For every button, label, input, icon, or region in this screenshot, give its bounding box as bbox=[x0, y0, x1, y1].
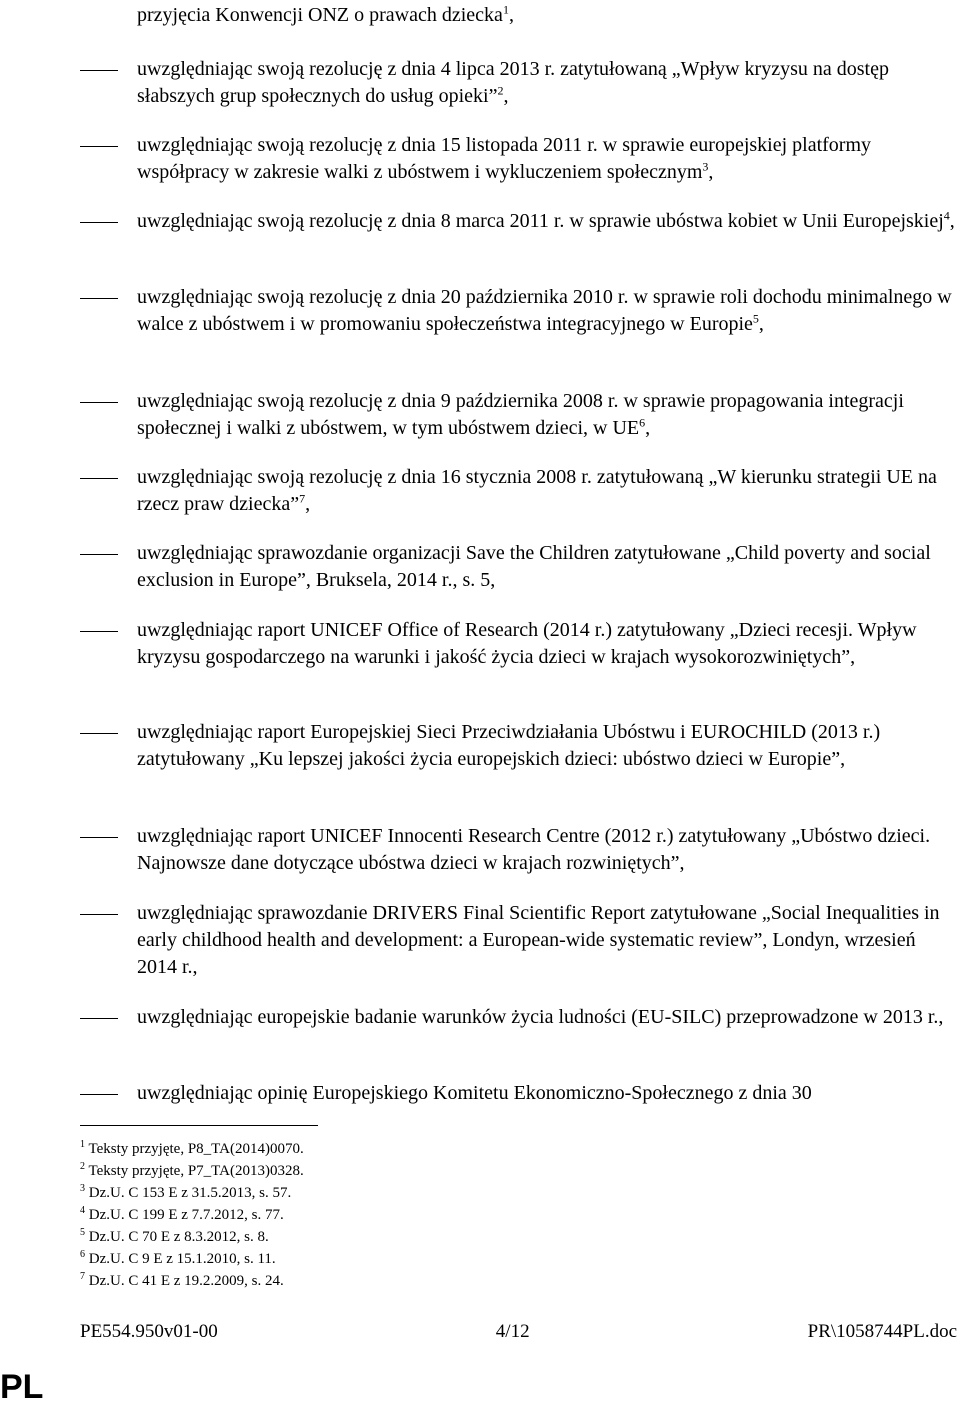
dash-marker bbox=[80, 1018, 118, 1019]
footnote: $^3$ Dz.U. C 153 E z 31.5.2013, s. 57. bbox=[80, 1183, 292, 1201]
citation-paragraph: uwzględniając opinię Europejskiego Komitetu Ekonomiczno-Społecznego z dnia 30 bbox=[137, 1082, 812, 1104]
citation-paragraph: uwzględniając swoją rezolucję z dnia 20 października 2010 r. w sprawie roli dochodu minimalnego w walce z ubóstwem i w promowaniu społeczeństwa integracyjnego w Europie$^5$, bbox=[137, 286, 952, 335]
dash-marker bbox=[80, 478, 118, 479]
citation-paragraph: uwzględniając sprawozdanie DRIVERS Final Scientific Report zatytułowane „Social Inequalities in early childhood health and development: a European-wide systematic review”, Londyn, wrzesień 2014 r., bbox=[137, 902, 940, 978]
citation-paragraph: uwzględniając swoją rezolucję z dnia 4 lipca 2013 r. zatytułowaną „Wpływ kryzysu na dostęp słabszych grup społecznych do usług opieki”$^2$, bbox=[137, 58, 889, 107]
footnote: $^1$ Teksty przyjęte, P8_TA(2014)0070. bbox=[80, 1139, 304, 1157]
dash-marker bbox=[80, 631, 118, 632]
dash-marker bbox=[80, 70, 118, 71]
citation-paragraph: uwzględniając raport UNICEF Innocenti Research Centre (2012 r.) zatytułowany „Ubóstwo dzieci. Najnowsze dane dotyczące ubóstwa dzieci w krajach rozwiniętych”, bbox=[137, 825, 931, 874]
footnote: $^4$ Dz.U. C 199 E z 7.7.2012, s. 77. bbox=[80, 1205, 284, 1223]
footnote-separator bbox=[80, 1125, 318, 1126]
citation-paragraph: uwzględniając swoją rezolucję z dnia 9 października 2008 r. w sprawie propagowania integracji społecznej i walki z ubóstwem, w tym ubóstwem dzieci, w $UE^6$, bbox=[137, 390, 904, 439]
file-name: PR\1058744PL.doc bbox=[807, 1321, 957, 1342]
footnote-ref: 5 bbox=[752, 311, 759, 326]
page-footer bbox=[80, 1321, 957, 1343]
footnote: $^2$ Teksty przyjęte, P7_TA(2013)0328. bbox=[80, 1161, 304, 1179]
citation-paragraph: uwzględniając sprawozdanie organizacji Save the Children zatytułowane „Child poverty and social exclusion in Europe”, Bruksela, 2014 r., s. 5, bbox=[137, 542, 931, 591]
footnote-ref: 4 bbox=[943, 208, 950, 223]
footnote: $^6$ Dz.U. C 9 E z 15.1.2010, s. 11. bbox=[80, 1249, 276, 1267]
footnote-ref: 3 bbox=[702, 159, 709, 174]
footnote-ref: 2 bbox=[497, 83, 504, 98]
footnote: $^5$ Dz.U. C 70 E z 8.3.2012, s. 8. bbox=[80, 1227, 269, 1245]
dash-marker bbox=[80, 837, 118, 838]
footnote: $^7$ Dz.U. C 41 E z 19.2.2009, s. 24. bbox=[80, 1271, 284, 1289]
citation-paragraph: uwzględniając raport Europejskiej Sieci Przeciwdziałania Ubóstwu i EUROCHILD (2013 r.) zatytułowany „Ku lepszej jakości życia europejskich dzieci: ubóstwo dzieci w Europie”, bbox=[137, 721, 881, 770]
dash-marker bbox=[80, 1094, 118, 1095]
footnote-ref: 7 bbox=[299, 491, 306, 506]
dash-marker bbox=[80, 298, 118, 299]
dash-marker bbox=[80, 914, 118, 915]
citation-paragraph: uwzględniając europejskie badanie warunków życia ludności (EU-SILC) przeprowadzone w 2013 r., bbox=[137, 1006, 944, 1028]
citation-paragraph: uwzględniając swoją rezolucję z dnia 15 listopada 2011 r. w sprawie europejskiej platformy współpracy w zakresie walki z ubóstwem i wykluczeniem społecznym$^3$, bbox=[137, 134, 872, 183]
citation-paragraph: uwzględniając swoją rezolucję z dnia 8 marca 2011 r. w sprawie ubóstwa kobiet w Unii Europejskiej$^4$, bbox=[137, 208, 955, 232]
language-code: PL bbox=[0, 1368, 44, 1406]
dash-marker bbox=[80, 733, 118, 734]
dash-marker bbox=[80, 402, 118, 403]
citation-paragraph: uwzględniając swoją rezolucję z dnia 16 stycznia 2008 r. zatytułowaną „W kierunku strategii UE na rzecz praw dziecka”$^7$, bbox=[137, 466, 937, 515]
document-reference: PE554.950v01-00 bbox=[80, 1321, 218, 1342]
page-number: 4/12 bbox=[495, 1321, 530, 1342]
footnote-ref: 1 bbox=[502, 2, 509, 17]
intro-line: przyjęcia Konwencji ONZ o prawach dziecka$^1$, bbox=[137, 2, 514, 26]
dash-marker bbox=[80, 146, 118, 147]
citation-paragraph: uwzględniając raport UNICEF Office of Research (2014 r.) zatytułowany „Dzieci recesji. Wpływ kryzysu gospodarczego na warunki i jakość życia dzieci w krajach wysokorozwiniętych”, bbox=[137, 619, 917, 668]
dash-marker bbox=[80, 554, 118, 555]
footnote-ref: 6 bbox=[639, 415, 646, 430]
dash-marker bbox=[80, 222, 118, 223]
